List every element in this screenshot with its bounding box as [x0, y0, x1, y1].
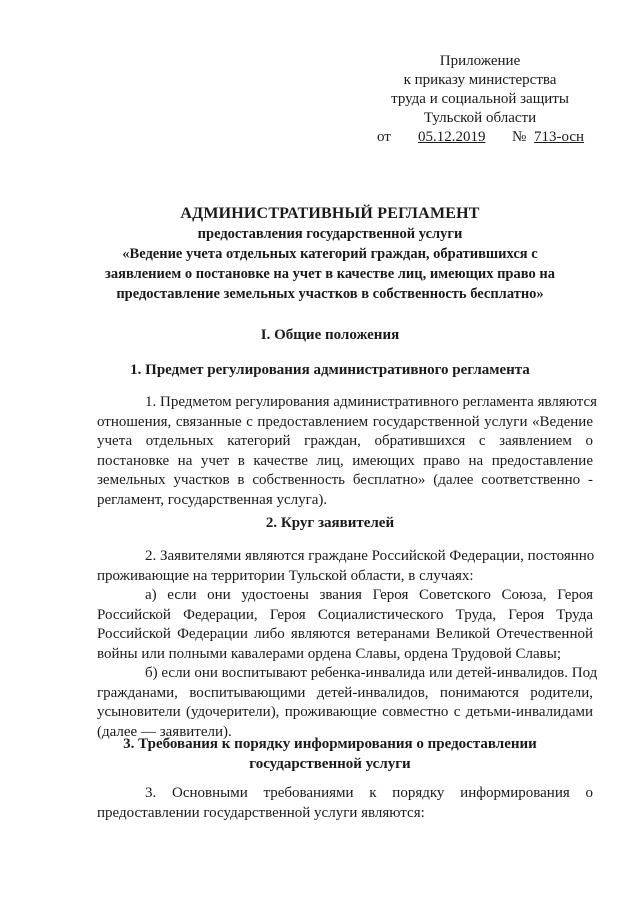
- text-line: отношения, связанные с предоставлением государственной услуги «Ведение: [97, 413, 593, 430]
- text-line: регламент, государственная услуга).: [97, 491, 328, 508]
- number-label: №: [512, 129, 527, 145]
- document-title: АДМИНИСТРАТИВНЫЙ РЕГЛАМЕНТ: [180, 205, 480, 222]
- appendix-line: труда и социальной защиты: [391, 91, 569, 107]
- text-line: Российской Федерации, Героя Социалистического Труда, Героя Труда: [97, 606, 593, 623]
- text-line: постановке на учет в качестве лиц, имеющих право на предоставление: [97, 452, 593, 469]
- subsection-heading: 2. Круг заявителей: [265, 515, 395, 531]
- text-line: 1. Предметом регулирования административного регламента являются: [145, 394, 598, 410]
- appendix-line: Приложение: [439, 53, 521, 69]
- document-subtitle: [60, 224, 600, 304]
- text-line: войны или полными кавалерами ордена Славы, ордена Трудовой Славы;: [97, 645, 561, 662]
- heading-line: 3. Требования к порядку информирования о предоставлении: [123, 736, 537, 752]
- text-line: предоставлении государственной услуги являются:: [97, 804, 425, 821]
- paragraph-2: [97, 547, 598, 742]
- section-heading: I. Общие положения: [260, 327, 400, 343]
- order-number: 713-осн: [534, 129, 585, 145]
- text-line: усыновители (удочерители), проживающие совместно с детьми-инвалидами: [97, 704, 593, 720]
- text-line: (далее — заявители).: [97, 723, 232, 740]
- text-line: а) если они удостоены звания Героя Советского Союза, Героя: [145, 587, 593, 603]
- subtitle-line: заявлением о постановке на учет в качестве лиц, имеющих право на: [105, 266, 555, 282]
- text-line: гражданами, воспитывающими детей-инвалидов, понимаются родители,: [97, 684, 593, 701]
- paragraph-1: [97, 393, 598, 510]
- subsection-heading: 1. Предмет регулирования административного регламента: [130, 362, 530, 378]
- subtitle-line: предоставление земельных участков в собственность бесплатно»: [116, 286, 544, 302]
- subtitle-line: «Ведение учета отдельных категорий граждан, обратившихся с: [122, 246, 538, 262]
- subtitle-line: предоставления государственной услуги: [197, 226, 463, 242]
- appendix-line: к приказу министерства: [403, 72, 557, 88]
- appendix-line: Тульской области: [423, 110, 537, 126]
- paragraph-3: [97, 784, 593, 823]
- text-line: Российской Федерации либо являются ветеранами Великой Отечественной: [97, 626, 593, 642]
- text-line: учета отдельных категорий граждан, обратившихся с заявлением о: [97, 433, 593, 449]
- text-line: проживающие на территории Тульской области, в случаях:: [97, 567, 474, 584]
- order-meta: [360, 128, 600, 147]
- text-line: 2. Заявителями являются граждане Российской Федерации, постоянно: [145, 548, 595, 564]
- text-line: земельных участков в собственность бесплатно» (далее соответственно -: [97, 472, 593, 488]
- text-line: 3. Основными требованиями к порядку информирования о: [145, 785, 593, 801]
- order-date: 05.12.2019: [418, 129, 486, 145]
- from-label: от: [377, 129, 391, 145]
- subsection-heading: [60, 734, 600, 774]
- text-line: б) если они воспитывают ребенка-инвалида или детей-инвалидов. Под: [145, 665, 598, 681]
- heading-line: государственной услуги: [249, 756, 411, 772]
- appendix-block: [360, 52, 600, 147]
